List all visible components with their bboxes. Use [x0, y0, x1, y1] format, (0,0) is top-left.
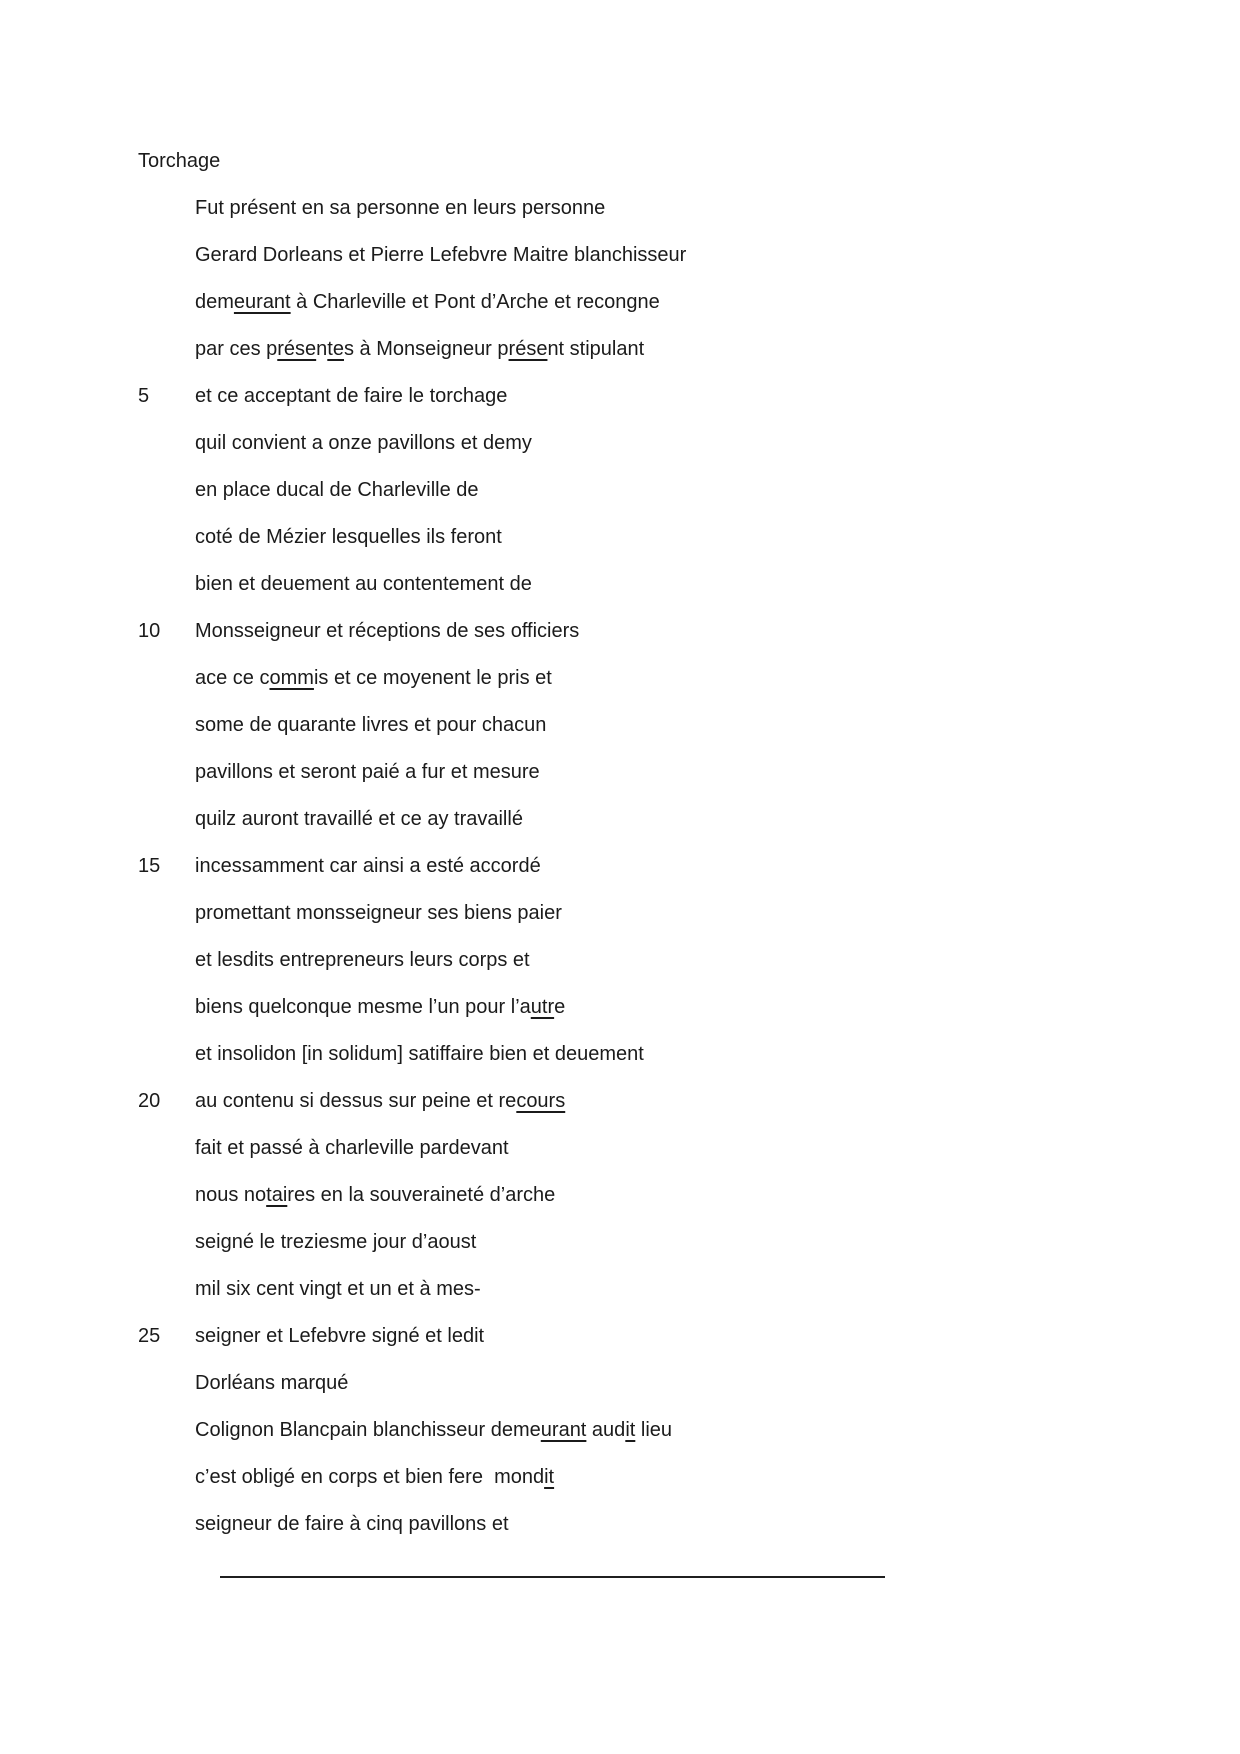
line-text — [195, 561, 532, 608]
plain-text: is et ce moyenent le pris et — [313, 667, 552, 689]
plain-text: coté de Mézier lesquelles ils feront — [195, 526, 502, 548]
plain-text: Colignon Blancpain blanchisseur deme — [195, 1419, 541, 1441]
plain-text: Fut présent en sa personne en leurs personne — [195, 197, 606, 219]
line-text — [195, 796, 523, 843]
line-number — [138, 1219, 195, 1266]
underlined-text: rése — [508, 338, 548, 360]
plain-text: à Charleville et Pont d’Arche et recongne — [290, 291, 660, 313]
transcription-line — [138, 1125, 1118, 1172]
line-text — [195, 702, 546, 749]
line-number: 25 — [138, 1325, 161, 1347]
plain-text: en place ducal de Charleville de — [195, 479, 479, 501]
plain-text: incessamment car ainsi a esté accordé — [195, 855, 541, 877]
line-text — [195, 326, 644, 373]
transcription-line — [138, 937, 1118, 984]
transcription-line — [138, 1360, 1118, 1407]
line-number — [138, 1501, 195, 1548]
line-text — [195, 749, 540, 796]
transcription-line — [138, 1454, 1118, 1501]
line-text — [195, 185, 605, 232]
plain-text: au contenu si dessus sur peine et re — [195, 1090, 517, 1112]
line-text — [195, 655, 552, 702]
plain-text: aud — [586, 1419, 626, 1441]
line-text — [195, 843, 541, 890]
line-text — [195, 937, 530, 984]
plain-text: bien et deuement au contentement de — [195, 573, 532, 595]
line-text — [195, 608, 579, 655]
transcription-line — [138, 420, 1118, 467]
line-number — [138, 467, 195, 514]
transcription-line — [138, 702, 1118, 749]
plain-text: some de quarante livres et pour chacun — [195, 714, 547, 736]
plain-text: seigné le treziesme jour d’aoust — [195, 1231, 477, 1253]
line-number — [138, 984, 195, 1031]
line-number: 10 — [138, 620, 161, 642]
line-text — [195, 373, 507, 420]
line-number — [138, 232, 195, 279]
transcription-line — [138, 1172, 1118, 1219]
plain-text: biens quelconque mesme l’un pour l’a — [195, 996, 531, 1018]
plain-text: quilz auront travaillé et ce ay travaillé — [195, 808, 523, 830]
line-number — [138, 1172, 195, 1219]
line-number — [138, 561, 195, 608]
plain-text: et ce acceptant de faire le torchage — [195, 385, 508, 407]
transcription-line — [138, 796, 1118, 843]
plain-text: Gerard Dorleans et Pierre Lefebvre Maitre blanchisseur — [195, 244, 687, 266]
plain-text: n — [316, 338, 328, 360]
line-text — [195, 1266, 481, 1313]
line-number — [138, 514, 195, 561]
underlined-text: rése — [277, 338, 317, 360]
plain-text: promettant monsseigneur ses biens paier — [195, 902, 562, 924]
plain-text: s à Monseigneur p — [343, 338, 509, 360]
transcription-line — [138, 185, 1118, 232]
transcription-line — [138, 1407, 1118, 1454]
line-text — [195, 1313, 484, 1360]
line-text — [195, 1501, 509, 1548]
underlined-text: eurant — [233, 291, 291, 313]
line-number — [138, 937, 195, 984]
line-number — [138, 1454, 195, 1501]
plain-text: e — [554, 996, 566, 1018]
transcription-line — [138, 1031, 1118, 1078]
line-text — [195, 467, 479, 514]
transcription — [138, 138, 1118, 1548]
transcription-lines — [138, 185, 1118, 1548]
plain-text: quil convient a onze pavillons et demy — [195, 432, 532, 454]
line-number: 5 — [138, 385, 150, 407]
underlined-text: it — [544, 1466, 555, 1488]
transcription-line — [138, 373, 1118, 420]
underlined-text: te — [327, 338, 344, 360]
line-text — [195, 1125, 509, 1172]
transcription-line — [138, 843, 1118, 890]
plain-text: fait et passé à charleville pardevant — [195, 1137, 509, 1159]
transcription-line — [138, 326, 1118, 373]
line-text — [195, 890, 562, 937]
horizontal-rule — [220, 1576, 885, 1578]
underlined-text: tai — [266, 1184, 288, 1206]
underlined-text: urant — [540, 1419, 587, 1441]
transcription-line — [138, 984, 1118, 1031]
transcription-line — [138, 561, 1118, 608]
transcription-line — [138, 1501, 1118, 1548]
plain-text: mil six cent vingt et un et à mes- — [195, 1278, 481, 1300]
line-number: 15 — [138, 855, 161, 877]
line-number — [138, 1031, 195, 1078]
plain-text: c’est obligé en corps et bien fere mond — [195, 1466, 545, 1488]
line-number — [138, 702, 195, 749]
line-text — [195, 984, 565, 1031]
plain-text: pavillons et seront paié a fur et mesure — [195, 761, 540, 783]
line-text — [195, 232, 686, 279]
transcription-line — [138, 1313, 1118, 1360]
line-text — [195, 1454, 554, 1501]
line-number — [138, 796, 195, 843]
underlined-text: omm — [269, 667, 314, 689]
line-number — [138, 1407, 195, 1454]
plain-text: et insolidon [in solidum] satiffaire bien et deuement — [195, 1043, 644, 1065]
title-row — [138, 138, 1118, 185]
line-text — [195, 514, 502, 561]
transcription-line — [138, 232, 1118, 279]
plain-text: nt stipulant — [547, 338, 645, 360]
plain-text: dem — [195, 291, 234, 313]
line-text — [195, 1407, 672, 1454]
page-title: Torchage — [138, 150, 221, 172]
transcription-line — [138, 514, 1118, 561]
line-number: 20 — [138, 1090, 161, 1112]
line-number — [138, 655, 195, 702]
line-text — [195, 1219, 476, 1266]
plain-text: par ces p — [195, 338, 278, 360]
line-text — [195, 1172, 555, 1219]
plain-text: seigner et Lefebvre signé et ledit — [195, 1325, 485, 1347]
transcription-line — [138, 467, 1118, 514]
plain-text: Dorléans marqué — [195, 1372, 349, 1394]
transcription-line — [138, 1078, 1118, 1125]
transcription-line — [138, 655, 1118, 702]
line-text — [195, 420, 532, 467]
line-number — [138, 749, 195, 796]
underlined-text: it — [625, 1419, 636, 1441]
transcription-line — [138, 749, 1118, 796]
line-number — [138, 1125, 195, 1172]
transcription-line — [138, 608, 1118, 655]
line-text — [195, 1078, 565, 1125]
line-number — [138, 279, 195, 326]
line-text — [195, 1360, 348, 1407]
transcription-line — [138, 890, 1118, 937]
plain-text: lieu — [635, 1419, 673, 1441]
transcription-line — [138, 279, 1118, 326]
line-number — [138, 1360, 195, 1407]
underlined-text: utr — [530, 996, 555, 1018]
line-number — [138, 1266, 195, 1313]
plain-text: Monsseigneur et réceptions de ses officiers — [195, 620, 580, 642]
plain-text: ace ce c — [195, 667, 270, 689]
plain-text: nous no — [195, 1184, 267, 1206]
plain-text: et lesdits entrepreneurs leurs corps et — [195, 949, 530, 971]
line-text — [195, 279, 660, 326]
plain-text: seigneur de faire à cinq pavillons et — [195, 1513, 509, 1535]
line-number — [138, 185, 195, 232]
transcription-line — [138, 1266, 1118, 1313]
line-number — [138, 890, 195, 937]
transcription-line — [138, 1219, 1118, 1266]
plain-text: res en la souveraineté d’arche — [287, 1184, 556, 1206]
line-number — [138, 420, 195, 467]
line-text — [195, 1031, 644, 1078]
underlined-text: cours — [516, 1090, 566, 1112]
line-number — [138, 326, 195, 373]
